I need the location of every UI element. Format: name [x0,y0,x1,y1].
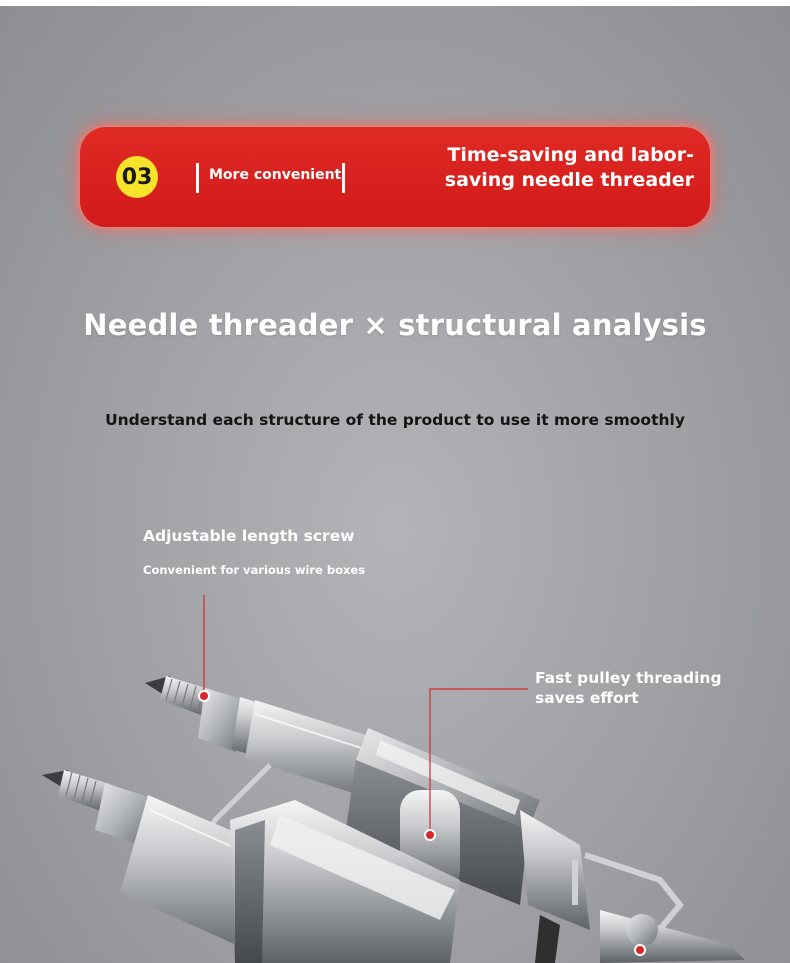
callout-dot-screw [199,691,209,701]
section-title: Needle threader × structural analysis [83,308,707,342]
pulley-callout-title: Fast pulley threading saves effort [535,669,722,707]
screw-callout-title: Adjustable length screw [143,527,355,545]
screw-callout-description: Convenient for various wire boxes [143,563,366,577]
wire-hook [575,855,745,963]
feature-tag-label: More convenient [209,167,342,183]
banner-title: Time-saving and labor-saving needle threader [444,144,694,191]
callout-dot-hook [635,945,645,955]
section-subtitle: Understand each structure of the product to use it more smoothly [105,411,685,429]
callout-dot-pulley [425,830,435,840]
step-number-badge: 03 [116,156,158,198]
